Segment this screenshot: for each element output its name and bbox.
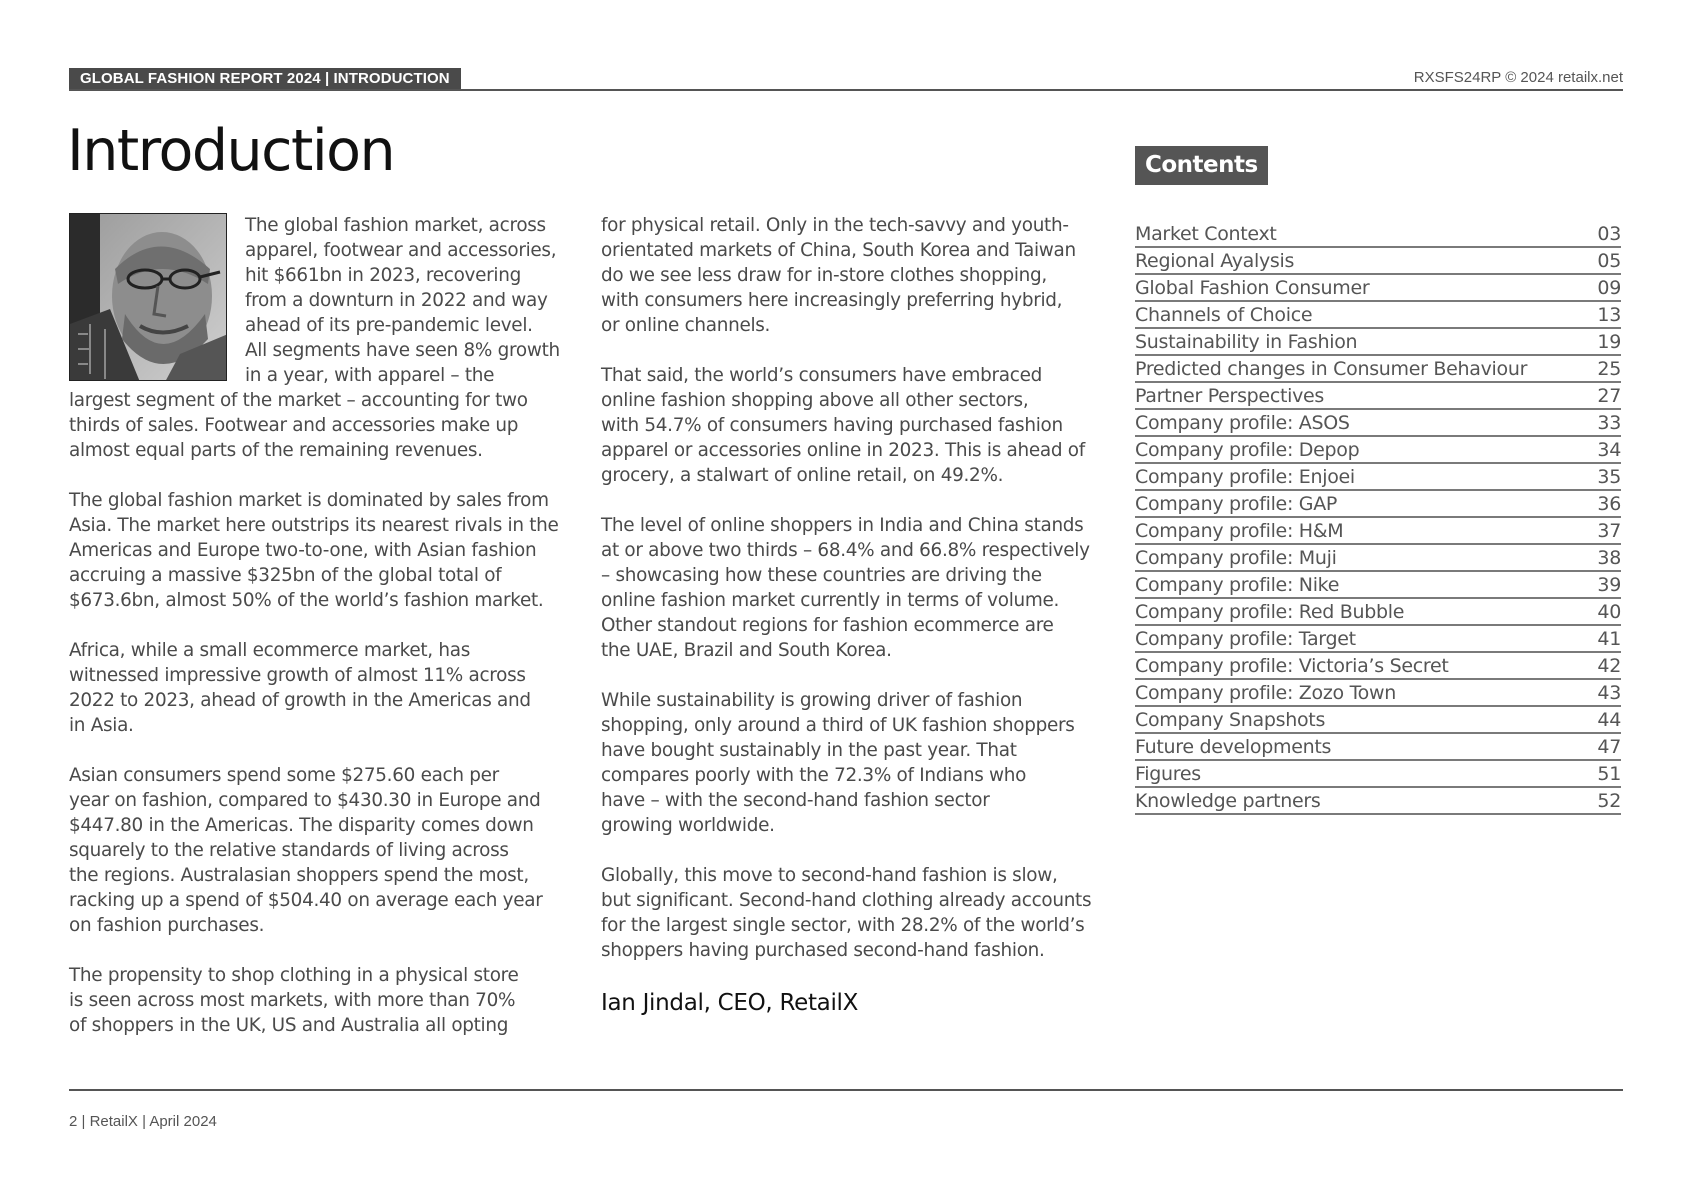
toc-item-title: Company profile: Muji — [1135, 547, 1337, 569]
toc-item-title: Regional Ayalysis — [1135, 250, 1295, 272]
toc-item[interactable] — [1135, 491, 1621, 518]
author-signature: Ian Jindal, CEO, RetailX — [601, 990, 859, 1016]
toc-item-title: Partner Perspectives — [1135, 385, 1325, 407]
text-line: Asia. The market here outstrips its nearest rivals in the — [69, 515, 559, 536]
toc-item[interactable] — [1135, 626, 1621, 653]
author-portrait — [69, 213, 227, 381]
toc-item[interactable] — [1135, 788, 1621, 815]
text-line: accruing a massive $325bn of the global total of — [69, 565, 502, 586]
toc-item[interactable] — [1135, 248, 1621, 275]
text-line: All segments have seen 8% growth — [245, 340, 560, 361]
toc-item[interactable] — [1135, 707, 1621, 734]
portrait-photo — [70, 214, 227, 381]
text-line: The level of online shoppers in India and China stands — [601, 515, 1084, 536]
text-line: almost equal parts of the remaining revenues. — [69, 440, 483, 461]
toc-item-page: 33 — [1597, 412, 1621, 434]
toc-item-title: Company profile: ASOS — [1135, 412, 1350, 434]
toc-item-title: Company profile: Enjoei — [1135, 466, 1355, 488]
toc-item[interactable] — [1135, 302, 1621, 329]
text-line: at or above two thirds – 68.4% and 66.8% respectively — [601, 540, 1090, 561]
toc-item-title: Figures — [1135, 763, 1201, 785]
toc-item-page: 37 — [1597, 520, 1621, 542]
header-copyright: RXSFS24RP © 2024 retailx.net — [1413, 69, 1623, 86]
toc-item[interactable] — [1135, 329, 1621, 356]
text-line: The propensity to shop clothing in a physical store — [69, 965, 519, 986]
toc-item-page: 25 — [1597, 358, 1621, 380]
text-line: largest segment of the market – accounting for two — [69, 390, 528, 411]
toc-item-page: 38 — [1597, 547, 1621, 569]
toc-item-title: Channels of Choice — [1135, 304, 1313, 326]
toc-item-title: Company profile: Zozo Town — [1135, 682, 1396, 704]
toc-item-title: Company Snapshots — [1135, 709, 1326, 731]
toc-item-page: 03 — [1597, 223, 1621, 245]
toc-item-title: Company profile: Victoria’s Secret — [1135, 655, 1449, 677]
text-line: have bought sustainably in the past year. That — [601, 740, 1017, 761]
text-line: The global fashion market is dominated by sales from — [69, 490, 549, 511]
text-line: While sustainability is growing driver of fashion — [601, 690, 1023, 711]
text-line: thirds of sales. Footwear and accessories make up — [69, 415, 519, 436]
toc-item[interactable] — [1135, 572, 1621, 599]
toc-item[interactable] — [1135, 680, 1621, 707]
text-line: $447.80 in the Americas. The disparity comes down — [69, 815, 534, 836]
text-line: the UAE, Brazil and South Korea. — [601, 640, 892, 661]
toc-item-title: Knowledge partners — [1135, 790, 1321, 812]
text-line: $673.6bn, almost 50% of the world’s fashion market. — [69, 590, 544, 611]
toc-item[interactable] — [1135, 518, 1621, 545]
text-line: 2022 to 2023, ahead of growth in the Americas and — [69, 690, 531, 711]
text-line: Americas and Europe two-to-one, with Asian fashion — [69, 540, 537, 561]
text-line: Africa, while a small ecommerce market, has — [69, 640, 470, 661]
text-line: the regions. Australasian shoppers spend the most, — [69, 865, 529, 886]
toc-item-title: Company profile: Nike — [1135, 574, 1340, 596]
text-line: growing worldwide. — [601, 815, 775, 836]
text-line: apparel or accessories online in 2023. This is ahead of — [601, 440, 1085, 461]
toc-item-title: Sustainability in Fashion — [1135, 331, 1358, 353]
text-line: with 54.7% of consumers having purchased fashion — [601, 415, 1063, 436]
text-line: online fashion market currently in terms of volume. — [601, 590, 1060, 611]
toc-item-page: 36 — [1597, 493, 1621, 515]
text-line: apparel, footwear and accessories, — [245, 240, 557, 261]
toc-item-title: Company profile: Red Bubble — [1135, 601, 1405, 623]
toc-item-page: 34 — [1597, 439, 1621, 461]
text-line: year on fashion, compared to $430.30 in Europe and — [69, 790, 541, 811]
toc-item[interactable] — [1135, 761, 1621, 788]
toc-item-page: 43 — [1597, 682, 1621, 704]
header-section-tag: GLOBAL FASHION REPORT 2024 | INTRODUCTION — [69, 68, 461, 89]
text-line: That said, the world’s consumers have embraced — [601, 365, 1042, 386]
text-line: of shoppers in the UK, US and Australia all opting — [69, 1015, 509, 1036]
paragraph — [69, 388, 589, 463]
toc-item-page: 44 — [1597, 709, 1621, 731]
paragraph — [69, 963, 589, 1038]
paragraph — [601, 863, 1101, 963]
paragraph — [69, 638, 589, 738]
paragraph — [601, 513, 1101, 663]
text-line: have – with the second-hand fashion sector — [601, 790, 990, 811]
toc-item-page: 41 — [1597, 628, 1621, 650]
text-line: shopping, only around a third of UK fashion shoppers — [601, 715, 1075, 736]
footer-rule — [69, 1089, 1623, 1091]
text-line: compares poorly with the 72.3% of Indians who — [601, 765, 1027, 786]
toc-item[interactable] — [1135, 437, 1621, 464]
toc-item-page: 40 — [1597, 601, 1621, 623]
text-line: hit $661bn in 2023, recovering — [245, 265, 521, 286]
toc-item-page: 19 — [1597, 331, 1621, 353]
intro-lead-paragraph — [245, 213, 575, 388]
text-line: ahead of its pre-pandemic level. — [245, 315, 533, 336]
toc-item-page: 51 — [1597, 763, 1621, 785]
text-line: for the largest single sector, with 28.2% of the world’s — [601, 915, 1085, 936]
text-line: orientated markets of China, South Korea and Taiwan — [601, 240, 1076, 261]
body-column-2 — [601, 213, 1101, 963]
header-rule — [69, 89, 1623, 91]
toc-item-page: 42 — [1597, 655, 1621, 677]
toc-item[interactable] — [1135, 383, 1621, 410]
text-line: witnessed impressive growth of almost 11% across — [69, 665, 526, 686]
text-line: on fashion purchases. — [69, 915, 265, 936]
text-line: squarely to the relative standards of living across — [69, 840, 509, 861]
toc-item-title: Company profile: Target — [1135, 628, 1356, 650]
text-line: for physical retail. Only in the tech-savvy and youth- — [601, 215, 1069, 236]
toc-item[interactable] — [1135, 221, 1621, 248]
paragraph — [69, 763, 589, 938]
text-line: is seen across most markets, with more than 70% — [69, 990, 516, 1011]
toc-item-title: Company profile: GAP — [1135, 493, 1338, 515]
text-line: The global fashion market, across — [245, 215, 546, 236]
text-line: but significant. Second-hand clothing already accounts — [601, 890, 1092, 911]
paragraph — [601, 213, 1101, 338]
toc-item-page: 35 — [1597, 466, 1621, 488]
text-line: Asian consumers spend some $275.60 each per — [69, 765, 499, 786]
paragraph — [601, 688, 1101, 838]
toc-item-page: 09 — [1597, 277, 1621, 299]
text-line: in Asia. — [69, 715, 134, 736]
footer-page-info: 2 | RetailX | April 2024 — [69, 1113, 217, 1130]
table-of-contents — [1135, 221, 1621, 815]
toc-item-title: Market Context — [1135, 223, 1277, 245]
toc-item-page: 47 — [1597, 736, 1621, 758]
paragraph — [601, 363, 1101, 488]
toc-item[interactable] — [1135, 356, 1621, 383]
toc-item-page: 27 — [1597, 385, 1621, 407]
text-line: grocery, a stalwart of online retail, on 49.2%. — [601, 465, 1004, 486]
text-line: from a downturn in 2022 and way — [245, 290, 548, 311]
toc-item-title: Company profile: Depop — [1135, 439, 1360, 461]
toc-item-page: 13 — [1597, 304, 1621, 326]
text-line: racking up a spend of $504.40 on average each year — [69, 890, 543, 911]
text-line: in a year, with apparel – the — [245, 365, 495, 386]
toc-item[interactable] — [1135, 464, 1621, 491]
toc-item-page: 52 — [1597, 790, 1621, 812]
toc-item[interactable] — [1135, 275, 1621, 302]
toc-item-title: Global Fashion Consumer — [1135, 277, 1370, 299]
text-line: or online channels. — [601, 315, 771, 336]
toc-item-title: Predicted changes in Consumer Behaviour — [1135, 358, 1528, 380]
toc-item-page: 05 — [1597, 250, 1621, 272]
page-title: Introduction — [67, 118, 395, 184]
text-line: with consumers here increasingly preferring hybrid, — [601, 290, 1063, 311]
contents-heading: Contents — [1135, 146, 1268, 185]
text-line: online fashion shopping above all other sectors, — [601, 390, 1029, 411]
toc-item[interactable] — [1135, 653, 1621, 680]
toc-item[interactable] — [1135, 545, 1621, 572]
toc-item-page: 39 — [1597, 574, 1621, 596]
toc-item[interactable] — [1135, 734, 1621, 761]
paragraph — [69, 488, 589, 613]
text-line: shoppers having purchased second-hand fashion. — [601, 940, 1045, 961]
toc-item[interactable] — [1135, 599, 1621, 626]
toc-item-title: Future developments — [1135, 736, 1332, 758]
text-line: – showcasing how these countries are driving the — [601, 565, 1042, 586]
body-column-1 — [69, 388, 589, 1038]
text-line: do we see less draw for in-store clothes shopping, — [601, 265, 1047, 286]
text-line: Globally, this move to second-hand fashion is slow, — [601, 865, 1058, 886]
toc-item-title: Company profile: H&M — [1135, 520, 1344, 542]
text-line: Other standout regions for fashion ecommerce are — [601, 615, 1054, 636]
toc-item[interactable] — [1135, 410, 1621, 437]
